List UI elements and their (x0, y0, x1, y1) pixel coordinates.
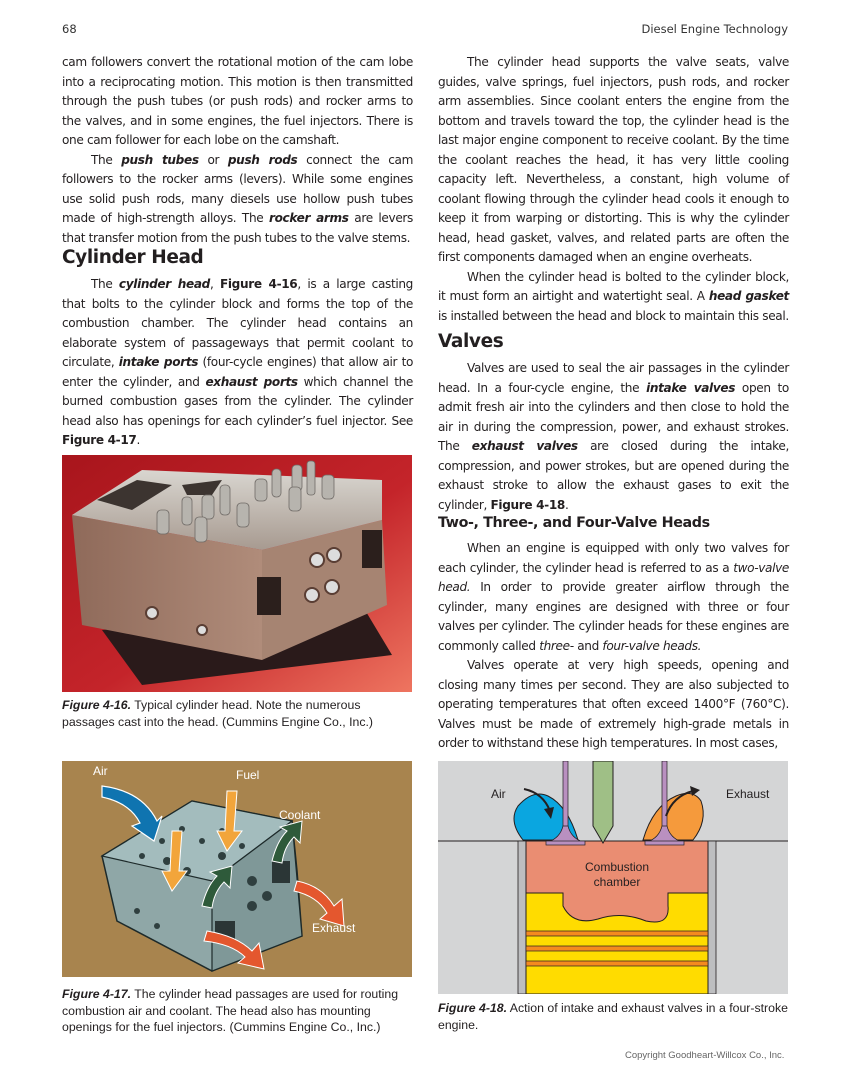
label-exhaust: Exhaust (726, 787, 770, 801)
emphasis: two-valve head. (438, 560, 789, 594)
figure-4-17-caption: Figure 4-17. The cylinder head passages are used for routing combustion air and coolant. The head also has mounting openings for the fuel injectors. (Cummins Engine Co., Inc.) (62, 987, 399, 1034)
figure-label: Figure 4-18. (438, 1001, 508, 1015)
figure-reference[interactable]: Figure 4-17 (62, 433, 137, 447)
left-column-top (62, 53, 413, 248)
figure-reference[interactable]: Figure 4-18 (490, 497, 565, 512)
emphasis: four-valve heads. (602, 638, 702, 653)
key-term: intake ports (118, 355, 199, 369)
label-chamber: chamber (593, 875, 641, 889)
paragraph: The cylinder head, Figure 4-16, is a large casting that bolts to the cylinder block and forms the top of the combustion chamber. The cylinder head contains an elaborate system of passageways that permit coolant to circulate, intake ports (four-cycle engines) that allow air to enter the cylinder, and exhaust ports which channel the burned combustion gases from the cylinder. The cylinder head also has openings for each cylinder’s fuel injector. See Figure 4-17. (62, 277, 414, 447)
section-heading-cylinder-head: Cylinder Head (62, 247, 204, 268)
label-air: Air (93, 764, 108, 778)
figure-4-18-diagram (438, 761, 788, 994)
label-exhaust: Exhaust (312, 921, 356, 935)
key-term: head gasket (708, 289, 789, 303)
label-coolant: Coolant (279, 808, 321, 822)
paragraph: The push tubes or push rods connect the cam followers to the rocker arms (levers). While some engines use solid push rods, many diesels use hollow push tubes made of high-strength alloys. The rocker arms are levers that transfer motion from the push tubes to the valve stems. (62, 152, 414, 245)
subsection-heading-multi-valve: Two-, Three-, and Four-Valve Heads (438, 515, 710, 531)
page-header (62, 22, 788, 38)
key-term: rocker arms (268, 211, 349, 225)
paragraph: When the cylinder head is bolted to the cylinder block, it must form an airtight and watertight seal. A head gasket is installed between the head and block to maintain this seal. (438, 269, 789, 323)
key-term: intake valves (646, 380, 736, 395)
key-term: push tubes (121, 152, 199, 167)
key-term: push rods (227, 152, 298, 167)
paragraph: cam followers convert the rotational motion of the cam lobe into a reciprocating motion. This motion is then transmitted through the push tubes (or push rods) and rocker arms to the valves, and in some engines, the fuel injectors. There is one cam follower for each lobe on the camshaft. (62, 55, 413, 147)
cylinder-head-photo (62, 455, 412, 692)
paragraph: Valves are used to seal the air passages in the cylinder head. In a four-cycle engine, the intake valves open to admit fresh air into the cylinders and then close to hold the air in during the compression, power, and exhaust strokes. The exhaust valves are closed during the intake, compression, and power strokes, but are opened during the exhaust stroke to allow the exhaust gases to exit the cylinder, Figure 4-18. (438, 361, 789, 512)
paragraph: The cylinder head supports the valve seats, valve guides, valve springs, fuel injectors, push rods, and rocker arm assemblies. Since coolant enters the engine from the bottom and travels toward the top, the cylinder head is the last major engine component to receive coolant. By the time the coolant reaches the head, it has very little cooling capacity left. Nevertheless, a constant, high volume of coolant flowing through the cylinder head cools it enough to keep it from warping or distorting. This is why the cylinder head, head gasket, valves, and related parts are often the first components damaged when an engine overheats. (438, 55, 789, 264)
label-fuel: Fuel (236, 768, 260, 782)
figure-4-17-illustration (62, 761, 412, 977)
label-combustion: Combustion (584, 860, 650, 874)
section-heading-valves: Valves (438, 331, 504, 352)
label-air: Air (491, 787, 506, 801)
right-column-valves (438, 359, 789, 515)
figure-label: Figure 4-16. (62, 698, 132, 712)
figure-4-16-photo (62, 455, 412, 692)
cylinder-head-flow-diagram (62, 761, 412, 977)
key-term: exhaust ports (205, 374, 298, 389)
page-number: 68 (62, 22, 77, 36)
key-term: cylinder head (118, 277, 210, 291)
paragraph: Valves operate at very high speeds, opening and closing many times per second. They are also subjected to operating temperatures that often exceed 1400°F (760°C). Valves must be made of extremely high-grade metals in order to withstand these high temperatures. In most cases, (438, 658, 789, 750)
left-column-cylinder-head (62, 275, 413, 451)
copyright-footer: Copyright Goodheart-Willcox Co., Inc. (625, 1050, 785, 1061)
paragraph: When an engine is equipped with only two valves for each cylinder, the cylinder head is referred to as a two-valve head. In order to provide greater airflow through the cylinder, many engines are designed with three or four valves per cylinder. The cylinder heads for these engines are commonly called three- and four-valve heads. (438, 541, 789, 653)
right-column-multi-valve (438, 539, 789, 754)
figure-4-16-caption: Figure 4-16. Typical cylinder head. Note the numerous passages cast into the head. (Cummins Engine Co., Inc.) (62, 698, 373, 729)
figure-4-18-caption: Figure 4-18. Action of intake and exhaust valves in a four-stroke engine. (438, 1001, 788, 1032)
emphasis: three- (539, 638, 574, 653)
key-term: exhaust valves (471, 439, 578, 453)
figure-reference[interactable]: Figure 4-16 (219, 277, 298, 291)
valve-action-diagram (438, 761, 788, 994)
figure-label: Figure 4-17. (62, 987, 132, 1001)
right-column-top (438, 53, 789, 326)
running-title: Diesel Engine Technology (641, 22, 788, 36)
